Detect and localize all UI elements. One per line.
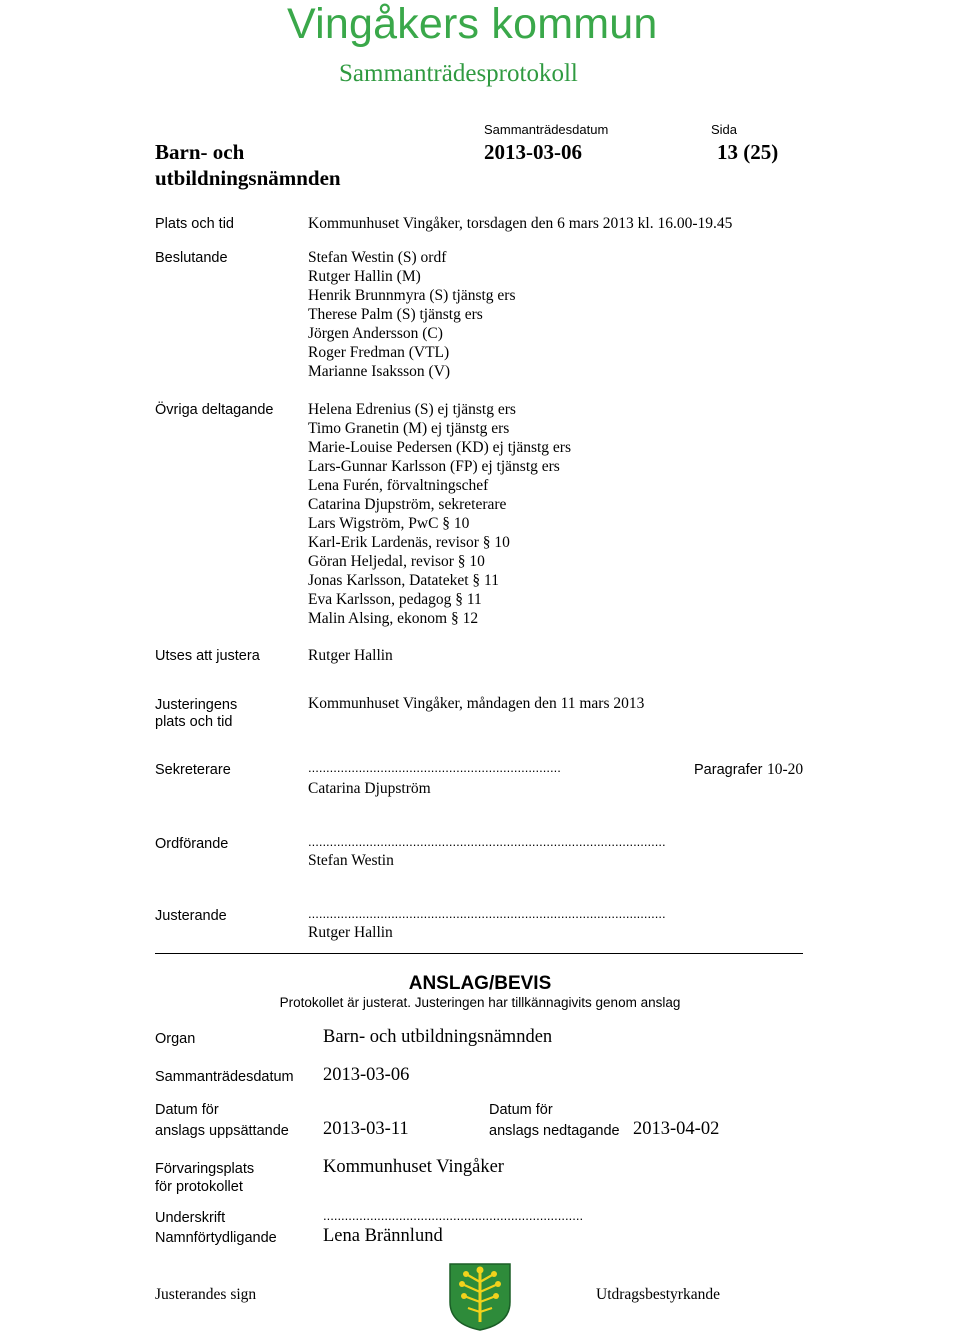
chair-name: Stefan Westin	[308, 852, 394, 869]
footer-extract-certification: Utdragsbestyrkande	[596, 1286, 720, 1303]
removed-value: 2013-04-02	[633, 1119, 720, 1139]
paragraphs-label: Paragrafer	[694, 762, 763, 778]
list-item: Eva Karlsson, pedagog § 11	[308, 591, 482, 608]
list-item: Timo Granetin (M) ej tjänstg ers	[308, 420, 510, 437]
signature-label: Underskrift	[155, 1210, 226, 1226]
secretary-name: Catarina Djupström	[308, 780, 431, 797]
removed-label-1: Datum för	[489, 1102, 553, 1118]
posted-label-1: Datum för	[155, 1102, 219, 1118]
storage-label-1: Förvaringsplats	[155, 1161, 255, 1177]
municipality-name: Vingåkers kommun	[287, 0, 658, 48]
list-item: Henrik Brunnmyra (S) tjänstg ers	[308, 287, 516, 304]
list-item: Göran Heljedal, revisor § 10	[308, 553, 485, 570]
adjust-value: Rutger Hallin	[308, 647, 393, 664]
storage-label-2: för protokollet	[155, 1179, 243, 1195]
list-item: Helena Edrenius (S) ej tjänstg ers	[308, 401, 516, 418]
place-label: Plats och tid	[155, 216, 234, 232]
meeting-date-value: 2013-03-06	[484, 140, 582, 164]
body-name-line1: Barn- och	[155, 140, 245, 164]
adjust-label: Utses att justera	[155, 648, 260, 664]
organ-value: Barn- och utbildningsnämnden	[323, 1027, 553, 1047]
adjuster-signature-line: ...................................................................................................	[308, 906, 666, 921]
list-item: Malin Alsing, ekonom § 12	[308, 610, 479, 627]
posting-meeting-date-label: Sammanträdesdatum	[155, 1069, 294, 1085]
storage-value: Kommunhuset Vingåker	[323, 1157, 504, 1177]
page-value: 13 (25)	[717, 140, 779, 164]
secretary-signature-line: ......................................................................	[308, 760, 561, 775]
footer-adjuster-sign: Justerandes sign	[155, 1286, 257, 1303]
secretary-label: Sekreterare	[155, 762, 231, 778]
deciding-label: Beslutande	[155, 250, 228, 266]
deciding-list	[308, 248, 516, 381]
clarification-label: Namnförtydligande	[155, 1230, 277, 1246]
place-value: Kommunhuset Vingåker, torsdagen den 6 mars 2013 kl. 16.00-19.45	[308, 215, 733, 232]
organ-label: Organ	[155, 1031, 196, 1047]
posted-value: 2013-03-11	[323, 1119, 409, 1139]
list-item: Lena Furén, förvaltningschef	[308, 477, 489, 494]
list-item: Marianne Isaksson (V)	[308, 363, 451, 380]
adjust-place-label-2: plats och tid	[155, 714, 233, 730]
list-item: Karl-Erik Lardenäs, revisor § 10	[308, 534, 510, 551]
chair-label: Ordförande	[155, 836, 229, 852]
list-item: Lars-Gunnar Karlsson (FP) ej tjänstg ers	[308, 458, 560, 475]
posted-label-2: anslags uppsättande	[155, 1123, 289, 1139]
adjuster-label: Justerande	[155, 908, 227, 924]
list-item: Jonas Karlsson, Datateket § 11	[308, 572, 499, 589]
clarification-value: Lena Brännlund	[323, 1226, 443, 1246]
coat-of-arms-icon	[448, 1262, 512, 1332]
chair-signature-line: ...................................................................................................	[308, 834, 666, 849]
posting-subtitle: Protokollet är justerat. Justeringen har tillkännagivits genom anslag	[279, 995, 681, 1010]
list-item: Rutger Hallin (M)	[308, 268, 421, 285]
others-list	[308, 400, 571, 628]
list-item: Marie-Louise Pedersen (KD) ej tjänstg ers	[308, 439, 571, 456]
divider	[155, 953, 803, 954]
page-label: Sida	[711, 122, 738, 137]
list-item: Therese Palm (S) tjänstg ers	[308, 306, 483, 323]
list-item: Jörgen Andersson (C)	[308, 325, 443, 342]
paragraphs-value: 10-20	[767, 761, 804, 778]
removed-label-2: anslags nedtagande	[489, 1123, 620, 1139]
posting-meeting-date-value: 2013-03-06	[323, 1065, 410, 1085]
body-name-line2: utbildningsnämnden	[155, 166, 341, 190]
list-item: Lars Wigström, PwC § 10	[308, 515, 470, 532]
signature-line: ........................................................................	[323, 1208, 584, 1223]
list-item: Stefan Westin (S) ordf	[308, 249, 447, 266]
meeting-date-label: Sammanträdesdatum	[484, 122, 609, 137]
adjuster-name: Rutger Hallin	[308, 924, 393, 941]
document-type: Sammanträdesprotokoll	[339, 60, 578, 87]
posting-title: ANSLAG/BEVIS	[408, 973, 552, 994]
list-item: Roger Fredman (VTL)	[308, 344, 450, 361]
others-label: Övriga deltagande	[155, 402, 274, 418]
list-item: Catarina Djupström, sekreterare	[308, 496, 507, 513]
adjust-place-value: Kommunhuset Vingåker, måndagen den 11 mars 2013	[308, 695, 645, 712]
adjust-place-label-1: Justeringens	[155, 697, 238, 713]
